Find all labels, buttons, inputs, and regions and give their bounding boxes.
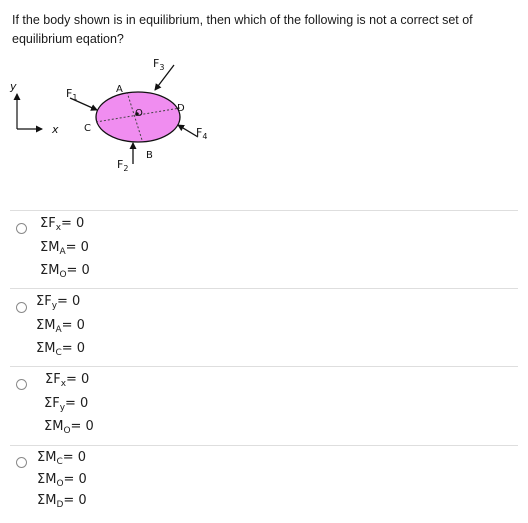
equilibrium-figure (0, 50, 528, 200)
equation: $\Sigma M_C= 0$ (36, 341, 86, 358)
radio-button[interactable] (16, 457, 27, 468)
answer-option-4[interactable] (0, 447, 528, 523)
equation: $\Sigma M_A= 0$ (36, 318, 85, 335)
question-text: If the body shown is in equilibrium, then which of the following is not a correct set of equilibrium eqation? (12, 13, 473, 46)
label-d: D (177, 103, 185, 114)
equation: $\Sigma F_x= 0$ (45, 372, 90, 389)
equation: $\Sigma M_C= 0$ (37, 450, 87, 467)
equation: $\Sigma M_D= 0$ (37, 493, 87, 510)
label-c: C (84, 123, 91, 134)
divider (10, 288, 518, 289)
equation: $\Sigma M_O= 0$ (44, 419, 94, 436)
equation: $\Sigma M_O= 0$ (40, 263, 90, 280)
divider (10, 445, 518, 446)
coordinate-axes (9, 80, 59, 136)
equation: $\Sigma F_y= 0$ (36, 294, 81, 311)
radio-button[interactable] (16, 379, 27, 390)
equation: $\Sigma M_O= 0$ (37, 472, 87, 489)
label-f1: $F_1$ (66, 87, 78, 102)
label-f2: $F_2$ (117, 158, 129, 173)
label-f4: $F_4$ (196, 126, 208, 141)
label-a: A (116, 84, 123, 95)
equation: $\Sigma F_y= 0$ (44, 396, 89, 413)
free-body-diagram (0, 50, 528, 200)
equation: $\Sigma F_x= 0$ (40, 216, 85, 233)
answer-option-2[interactable] (0, 290, 528, 366)
answer-option-1[interactable] (0, 212, 528, 288)
radio-button[interactable] (16, 302, 27, 313)
label-f3: $F_3$ (153, 57, 165, 72)
divider (10, 210, 518, 211)
radio-button[interactable] (16, 223, 27, 234)
y-axis-label: y (10, 80, 17, 93)
x-axis-label: x (52, 123, 59, 136)
divider (10, 366, 518, 367)
equation: $\Sigma M_A= 0$ (40, 240, 89, 257)
answer-option-3[interactable] (0, 368, 528, 444)
label-o: O (135, 108, 143, 119)
force-f4-arrow (178, 125, 198, 137)
label-b: B (146, 150, 153, 161)
